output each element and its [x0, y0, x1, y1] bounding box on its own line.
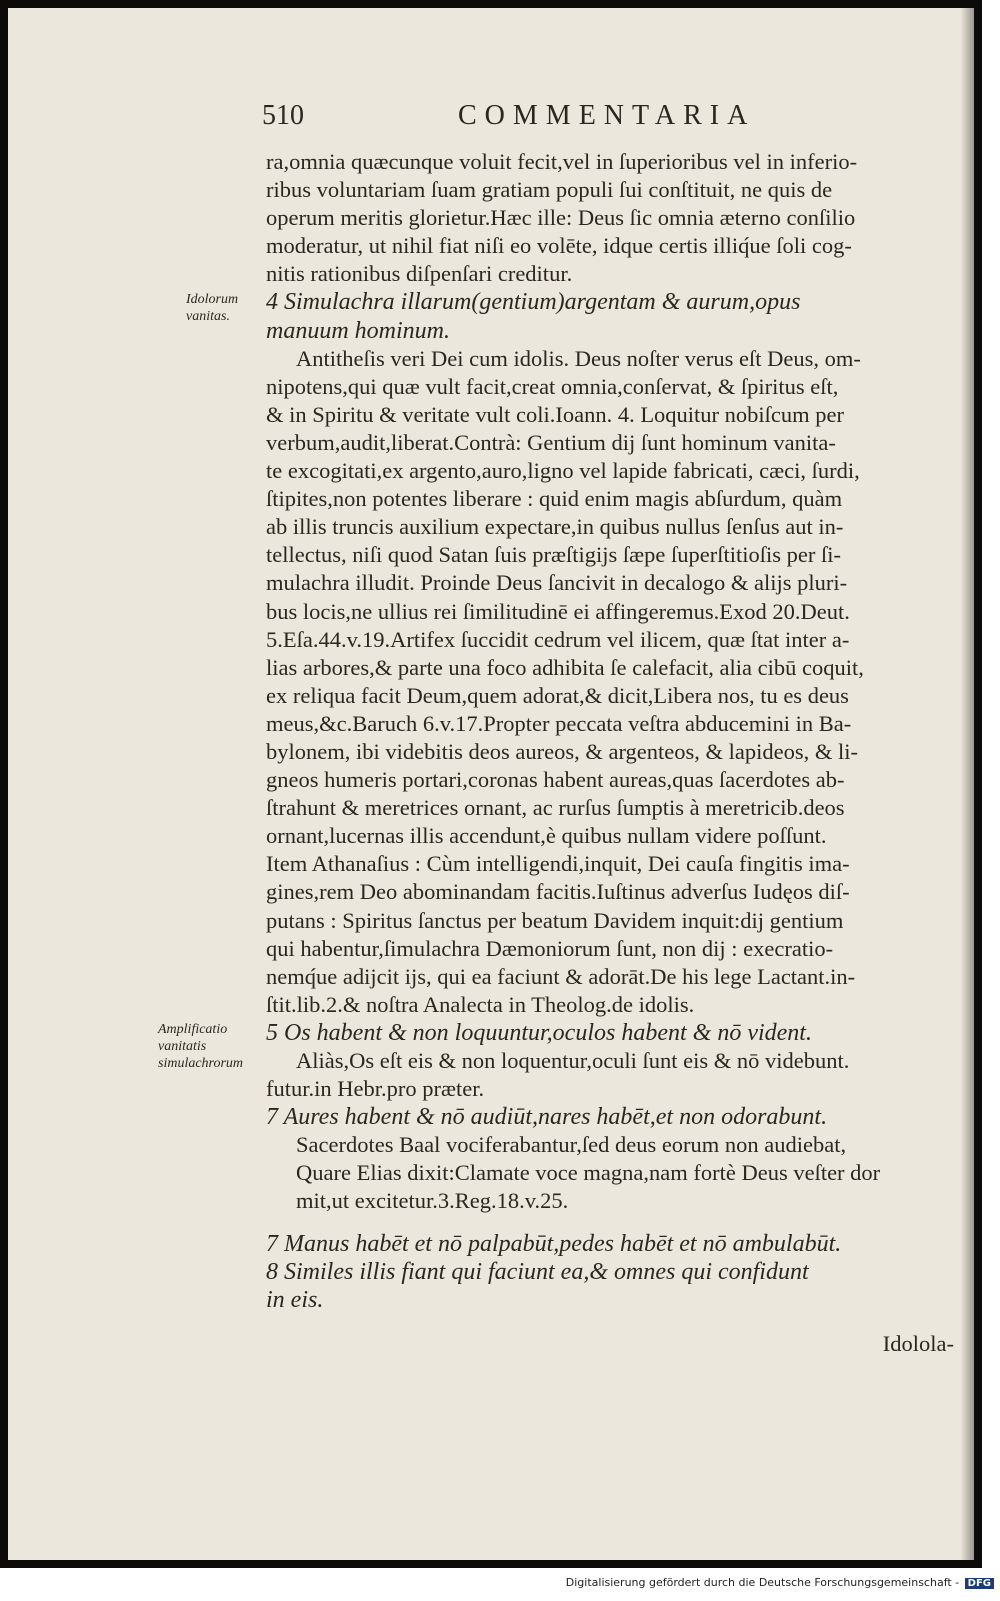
text-line: futur.in Hebr.pro præter. — [266, 1076, 485, 1102]
text-line: Aliàs,Os eſt eis & non loquentur,oculi ſunt eis & nō videbunt. — [296, 1048, 850, 1073]
text-line: gines,rem Deo abominandam facitis.Iuſtinus adverſus Iudęos diſ- — [266, 879, 850, 905]
text-line: ex reliqua facit Deum,quem adorat,& dicit,Libera nos, tu es deus — [266, 682, 849, 708]
text-line: moderatur, ut nihil fiat niſi eo volēte, idque certis illiq́ue ſoli cog- — [266, 233, 852, 259]
catchword: Idolola- — [882, 1330, 954, 1356]
page-number: 510 — [262, 100, 304, 131]
margin-note-amplificatio: Amplificatio vanitatis simulachrorum — [158, 1022, 244, 1071]
text-line: 5.Eſa.44.v.19.Artifex ſuccidit cedrum vel ilicem, quæ ſtat inter a- — [266, 626, 850, 652]
text-line: Item Athanaſius : Cùm intelligendi,inquit, Dei cauſa fingitis ima- — [266, 851, 850, 877]
text-line: gneos humeris portari,coronas habent aureas,quas ſacerdotes ab- — [266, 767, 845, 793]
text-line: putans : Spiritus ſanctus per beatum Davidem inquit:dij gentium — [266, 907, 844, 933]
text-line: ſtipites,non potentes liberare : quid enim magis abſurdum, quàm — [266, 486, 843, 512]
text-line: mit,ut excitetur.3.Reg.18.v.25. — [296, 1188, 569, 1214]
verse-line: 8 Similes illis fiant qui faciunt ea,& omnes qui confidunt — [266, 1258, 809, 1285]
verse-line: 4 Simulachra illarum(gentium)argentam & aurum,opus — [266, 289, 801, 316]
text-line: ornant,lucernas illis accendunt,è quibus nullam videre poſſunt. — [266, 823, 827, 849]
text-line: Quare Elias dixit:Clamate voce magna,nam fortè Deus veſter dor — [296, 1160, 881, 1186]
text-line: bus locis,ne ullius rei ſimilitudinē ei affingeremus.Exod 20.Deut. — [266, 598, 850, 624]
verse-line: 7 Aures habent & nō audiūt,nares habēt,et non odorabunt. — [266, 1104, 828, 1131]
text-line: Sacerdotes Baal vociferabantur,ſed deus eorum non audiebat, — [296, 1132, 847, 1158]
dfg-logo: DFG — [965, 1578, 994, 1589]
text-line: ab illis truncis auxilium expectare,in quibus nullus ſenſus aut in- — [266, 514, 844, 540]
text-body — [266, 148, 966, 1358]
verse-line: 5 Os habent & non loquuntur,oculos habent & nō vident. — [266, 1019, 812, 1046]
running-title: COMMENTARIA — [458, 100, 756, 131]
text-line: meus,&c.Baruch 6.v.17.Propter peccata veſtra abducemini in Ba- — [266, 710, 852, 736]
text-line: bylonem, ibi videbitis deos aureos, & argenteos, & lapideos, & li- — [266, 738, 858, 764]
paragraph-gap — [266, 1216, 966, 1230]
text-line: te excogitati,ex argento,auro,ligno vel lapide fabricati, cæci, ſurdi, — [266, 458, 860, 484]
footer-text: Digitalisierung gefördert durch die Deutsche Forschungsgemeinschaft - — [565, 1576, 960, 1589]
text-line: nipotens,qui quæ vult facit,creat omnia,conſervat, & ſpiritus eſt, — [266, 373, 839, 399]
text-line: & in Spiritu & veritate vult coli.Ioann. 4. Loquitur nobiſcum per — [266, 401, 845, 427]
book-page — [8, 8, 974, 1560]
text-line: lias arbores,& parte una foco adhibita ſe calefacit, alia cibū coquit, — [266, 654, 864, 680]
verse-line: in eis. — [266, 1286, 324, 1313]
text-line: qui habentur,ſimulachra Dæmoniorum ſunt, non dij : execratio- — [266, 935, 834, 961]
text-line: tellectus, niſi quod Satan ſuis præſtigijs ſæpe ſuperſtitioſis per ſi- — [266, 542, 841, 568]
footer-credit — [566, 1576, 994, 1589]
text-line: Antitheſis veri Dei cum idolis. Deus noſter verus eſt Deus, om- — [296, 345, 861, 371]
verse-line: manuum hominum. — [266, 317, 450, 344]
text-line: nitis rationibus diſpenſari creditur. — [266, 261, 573, 287]
verse-line: 7 Manus habēt et nō palpabūt,pedes habēt et nō ambulabūt. — [266, 1230, 842, 1257]
text-line: ribus voluntariam ſuam gratiam populi ſui conſtituit, ne quis de — [266, 177, 833, 203]
text-line: ra,omnia quæcunque voluit fecit,vel in ſuperioribus vel in inferio- — [266, 149, 858, 174]
text-line: ſtit.lib.2.& noſtra Analecta in Theolog.de idolis. — [266, 991, 695, 1017]
text-line: operum meritis glorietur.Hæc ille: Deus ſic omnia æterno conſilio — [266, 205, 856, 231]
text-line: verbum,audit,liberat.Contrà: Gentium dij ſunt hominum vanita- — [266, 429, 836, 455]
margin-note-idolorum: Idolorum vanitas. — [186, 292, 239, 324]
text-line: nemq́ue adijcit ijs, qui ea faciunt & adorāt.De his lege Lactant.in- — [266, 963, 856, 989]
text-line: ſtrahunt & meretrices ornant, ac rurſus ſumptis à meretricib.deos — [266, 795, 845, 821]
text-line: mulachra illudit. Proinde Deus ſancivit in decalogo & alijs pluri- — [266, 570, 848, 596]
